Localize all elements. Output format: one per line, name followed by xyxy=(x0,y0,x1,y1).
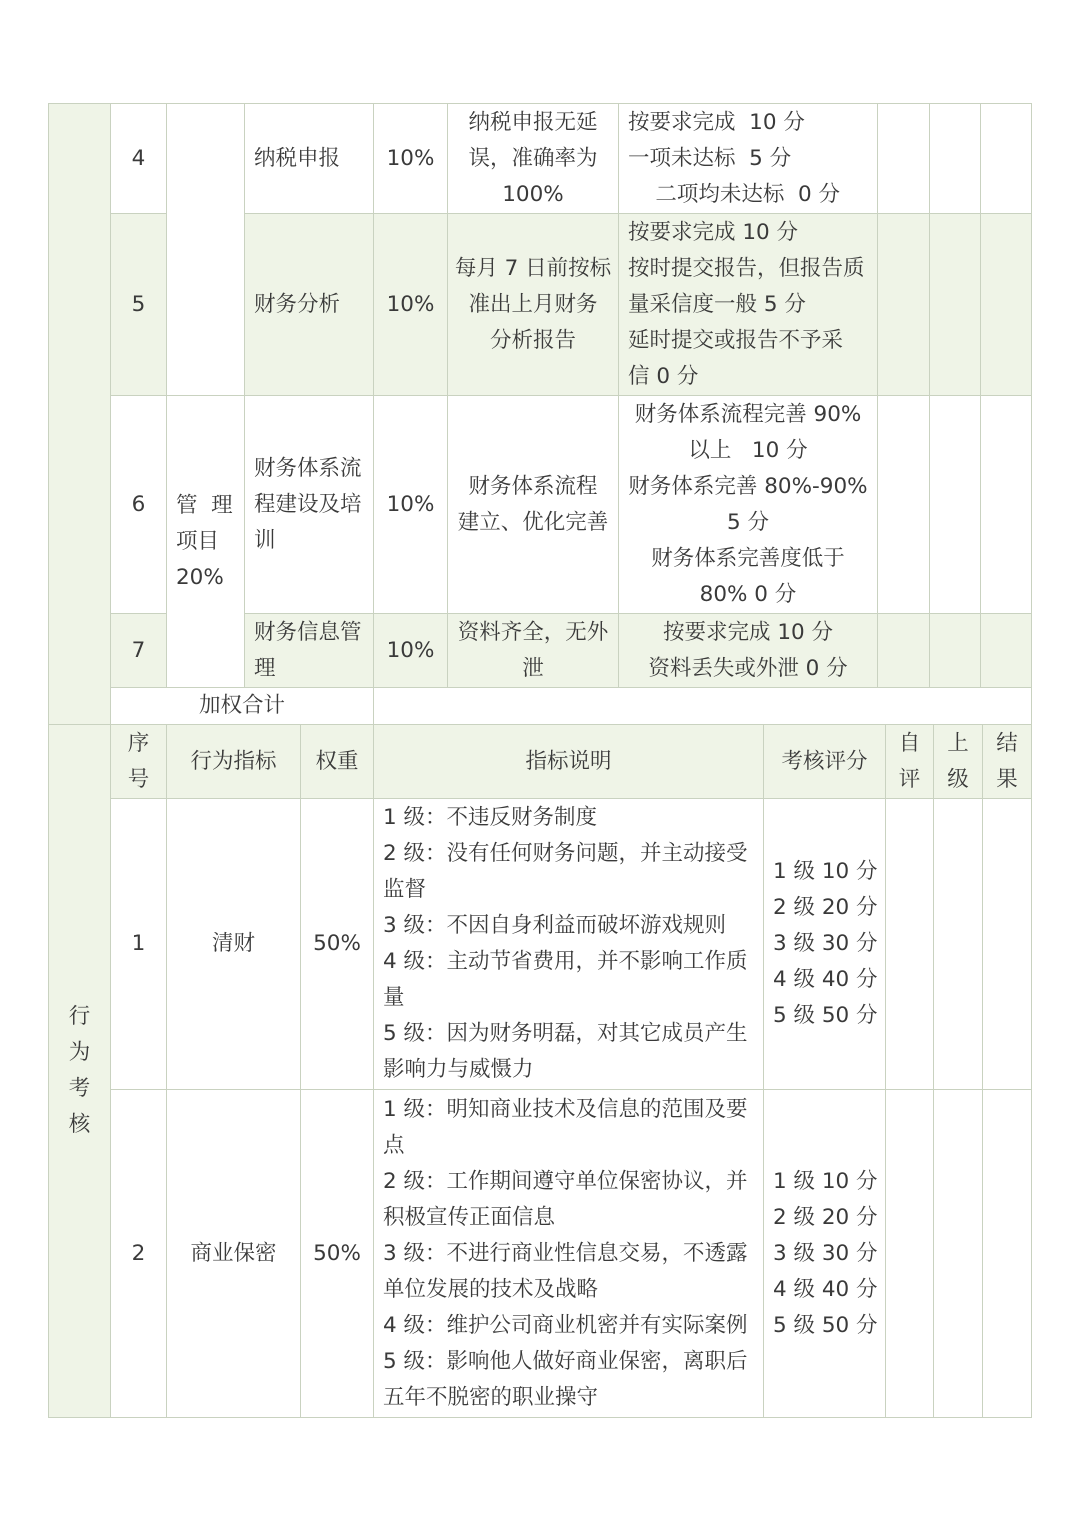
kpi-scoring-cell xyxy=(618,103,878,214)
kpi-result-cell xyxy=(980,395,1032,614)
behavior-self-score-cell xyxy=(885,1089,934,1418)
behavior-header-result-cell xyxy=(982,724,1032,799)
behavior-weight-cell xyxy=(300,1089,374,1418)
behavior-superior-score-cell xyxy=(933,798,983,1090)
kpi-total-value-cell xyxy=(373,687,1032,725)
kpi-row-no: 4 xyxy=(131,145,146,171)
behavior-header-indicator: 行为指标 xyxy=(190,748,277,774)
behavior-row-no: 2 xyxy=(131,1240,146,1266)
behavior-header-description-cell xyxy=(373,724,764,799)
kpi-row-no: 6 xyxy=(131,491,146,517)
behavior-level-description: 1 级：不违反财务制度 xyxy=(383,805,598,830)
kpi-weight: 10% xyxy=(386,637,435,663)
kpi-scoring-line: 按要求完成 10 分 xyxy=(662,619,834,645)
kpi-scoring-cell xyxy=(618,613,878,688)
kpi-self-score-cell xyxy=(877,213,930,396)
kpi-group-label: 管 理 项目 20% xyxy=(176,492,233,590)
kpi-indicator-cell xyxy=(244,613,374,688)
behavior-superior-score-cell xyxy=(933,1089,983,1418)
kpi-total-label: 加权合计 xyxy=(198,693,285,718)
kpi-description: 资料齐全，无外 泄 xyxy=(457,619,609,681)
behavior-section-cell xyxy=(48,724,111,1418)
behavior-level-score: 2 级 20 分 xyxy=(773,1204,878,1230)
kpi-row-no-cell xyxy=(110,395,167,614)
kpi-weight-cell xyxy=(373,103,448,214)
behavior-weight-cell xyxy=(300,798,374,1090)
behavior-row-no: 1 xyxy=(131,931,146,956)
behavior-indicator-cell xyxy=(166,798,301,1090)
kpi-superior-score-cell xyxy=(929,103,981,214)
kpi-self-score-cell xyxy=(877,613,930,688)
kpi-description: 纳税申报无延 误，准确率为 100% xyxy=(468,109,598,207)
behavior-level-score: 3 级 30 分 xyxy=(773,1240,878,1266)
kpi-category-cell xyxy=(48,103,111,725)
kpi-superior-score-cell xyxy=(929,613,981,688)
behavior-weight: 50% xyxy=(313,1240,361,1266)
behavior-indicator: 商业保密 xyxy=(190,1240,277,1266)
behavior-header-superior: 上级 xyxy=(947,730,969,792)
behavior-header-self: 自评 xyxy=(898,730,921,792)
behavior-level-description: 1 级：明知商业技术及信息的范围及要 点 xyxy=(383,1096,748,1158)
kpi-description: 每月 7 日前按标 准出上月财务 分析报告 xyxy=(454,255,612,353)
kpi-scoring-line: 一项未达标 5 分 xyxy=(628,145,792,171)
kpi-scoring-line: 财务体系完善 80%-90% 5 分 xyxy=(628,473,868,535)
kpi-indicator: 财务信息管 理 xyxy=(254,619,362,681)
behavior-header-no-cell xyxy=(110,724,167,799)
behavior-level-description: 5 级：影响他人做好商业保密，离职后 五年不脱密的职业操守 xyxy=(383,1348,748,1410)
kpi-weight: 10% xyxy=(386,491,435,517)
kpi-superior-score-cell xyxy=(929,395,981,614)
behavior-scoring-cell xyxy=(763,798,886,1090)
kpi-total-label-cell xyxy=(110,687,374,725)
kpi-scoring-cell xyxy=(618,213,878,396)
kpi-indicator: 财务分析 xyxy=(254,291,341,317)
behavior-header-scoring: 考核评分 xyxy=(781,748,868,774)
kpi-row-no-cell xyxy=(110,213,167,396)
kpi-scoring-line: 二项均未达标 0 分 xyxy=(628,181,841,207)
behavior-header-scoring-cell xyxy=(763,724,886,799)
kpi-superior-score-cell xyxy=(929,213,981,396)
behavior-level-description: 5 级：因为财务明磊，对其它成员产生 影响力与威慑力 xyxy=(383,1021,748,1082)
behavior-level-description: 3 级：不进行商业性信息交易，不透露 单位发展的技术及战略 xyxy=(383,1240,748,1302)
behavior-level-score: 2 级 20 分 xyxy=(773,895,878,920)
behavior-header-superior-cell xyxy=(933,724,983,799)
kpi-self-score-cell xyxy=(877,395,930,614)
behavior-row-no-cell xyxy=(110,1089,167,1418)
kpi-self-score-cell xyxy=(877,103,930,214)
kpi-weight: 10% xyxy=(386,145,435,171)
behavior-section-label: 行为考核 xyxy=(68,1004,91,1137)
behavior-header-description: 指标说明 xyxy=(525,748,612,774)
kpi-subcategory-cell xyxy=(166,103,245,396)
behavior-level-description: 4 级：主动节省费用，并不影响工作质 量 xyxy=(383,949,748,1010)
kpi-row-no-cell xyxy=(110,103,167,214)
kpi-result-cell xyxy=(980,103,1032,214)
behavior-level-score: 1 级 10 分 xyxy=(773,1168,878,1194)
behavior-level-description: 4 级：维护公司商业机密并有实际案例 xyxy=(383,1312,748,1338)
behavior-header-weight: 权重 xyxy=(315,748,359,774)
kpi-weight-cell xyxy=(373,213,448,396)
kpi-row-no: 7 xyxy=(131,637,146,663)
behavior-weight: 50% xyxy=(313,931,361,956)
behavior-level-description: 2 级：工作期间遵守单位保密协议，并 积极宣传正面信息 xyxy=(383,1168,748,1230)
kpi-row-no-cell xyxy=(110,613,167,688)
behavior-result-cell xyxy=(982,798,1032,1090)
behavior-scoring-cell xyxy=(763,1089,886,1418)
kpi-scoring-line: 资料丢失或外泄 0 分 xyxy=(648,655,848,681)
kpi-indicator-cell xyxy=(244,103,374,214)
kpi-scoring-line: 延时提交或报告不予采 信 0 分 xyxy=(628,327,844,389)
behavior-header-self-cell xyxy=(885,724,934,799)
behavior-level-description: 3 级：不因自身利益而破坏游戏规则 xyxy=(383,913,727,938)
kpi-indicator: 纳税申报 xyxy=(254,145,341,171)
kpi-indicator-cell xyxy=(244,213,374,396)
kpi-weight: 10% xyxy=(386,291,435,317)
behavior-header-no: 序号 xyxy=(127,730,150,792)
kpi-indicator: 财务体系流 程建设及培 训 xyxy=(254,455,362,553)
kpi-description-cell xyxy=(447,395,619,614)
kpi-description-cell xyxy=(447,103,619,214)
behavior-level-score: 5 级 50 分 xyxy=(773,1312,878,1338)
behavior-level-score: 5 级 50 分 xyxy=(773,1003,878,1028)
behavior-indicator-cell xyxy=(166,1089,301,1418)
behavior-level-score: 3 级 30 分 xyxy=(773,931,878,956)
behavior-level-description: 2 级：没有任何财务问题，并主动接受 监督 xyxy=(383,841,748,902)
kpi-description: 财务体系流程 建立、优化完善 xyxy=(457,473,609,535)
behavior-header-weight-cell xyxy=(300,724,374,799)
kpi-scoring-line: 按时提交报告，但报告质 量采信度一般 5 分 xyxy=(628,255,865,317)
kpi-row-no: 5 xyxy=(131,291,146,317)
behavior-result-cell xyxy=(982,1089,1032,1418)
kpi-indicator-cell xyxy=(244,395,374,614)
behavior-description-cell xyxy=(373,1089,764,1418)
behavior-level-score: 4 级 40 分 xyxy=(773,1276,878,1302)
behavior-header-indicator-cell xyxy=(166,724,301,799)
behavior-indicator: 清财 xyxy=(211,931,255,956)
behavior-description-cell xyxy=(373,798,764,1090)
behavior-level-score: 1 级 10 分 xyxy=(773,859,878,884)
kpi-description-cell xyxy=(447,213,619,396)
kpi-scoring-line: 财务体系流程完善 90% 以上 10 分 xyxy=(634,401,862,463)
kpi-subcategory-cell xyxy=(166,395,245,688)
kpi-scoring-line: 按要求完成 10 分 xyxy=(628,219,799,245)
kpi-scoring-line: 按要求完成 10 分 xyxy=(628,109,805,135)
kpi-scoring-cell xyxy=(618,395,878,614)
kpi-weight-cell xyxy=(373,613,448,688)
kpi-result-cell xyxy=(980,213,1032,396)
behavior-level-score: 4 级 40 分 xyxy=(773,967,878,992)
kpi-description-cell xyxy=(447,613,619,688)
behavior-row-no-cell xyxy=(110,798,167,1090)
kpi-result-cell xyxy=(980,613,1032,688)
behavior-header-result: 结果 xyxy=(996,730,1018,792)
behavior-self-score-cell xyxy=(885,798,934,1090)
kpi-scoring-line: 财务体系完善度低于 80% 0 分 xyxy=(651,545,845,607)
kpi-weight-cell xyxy=(373,395,448,614)
